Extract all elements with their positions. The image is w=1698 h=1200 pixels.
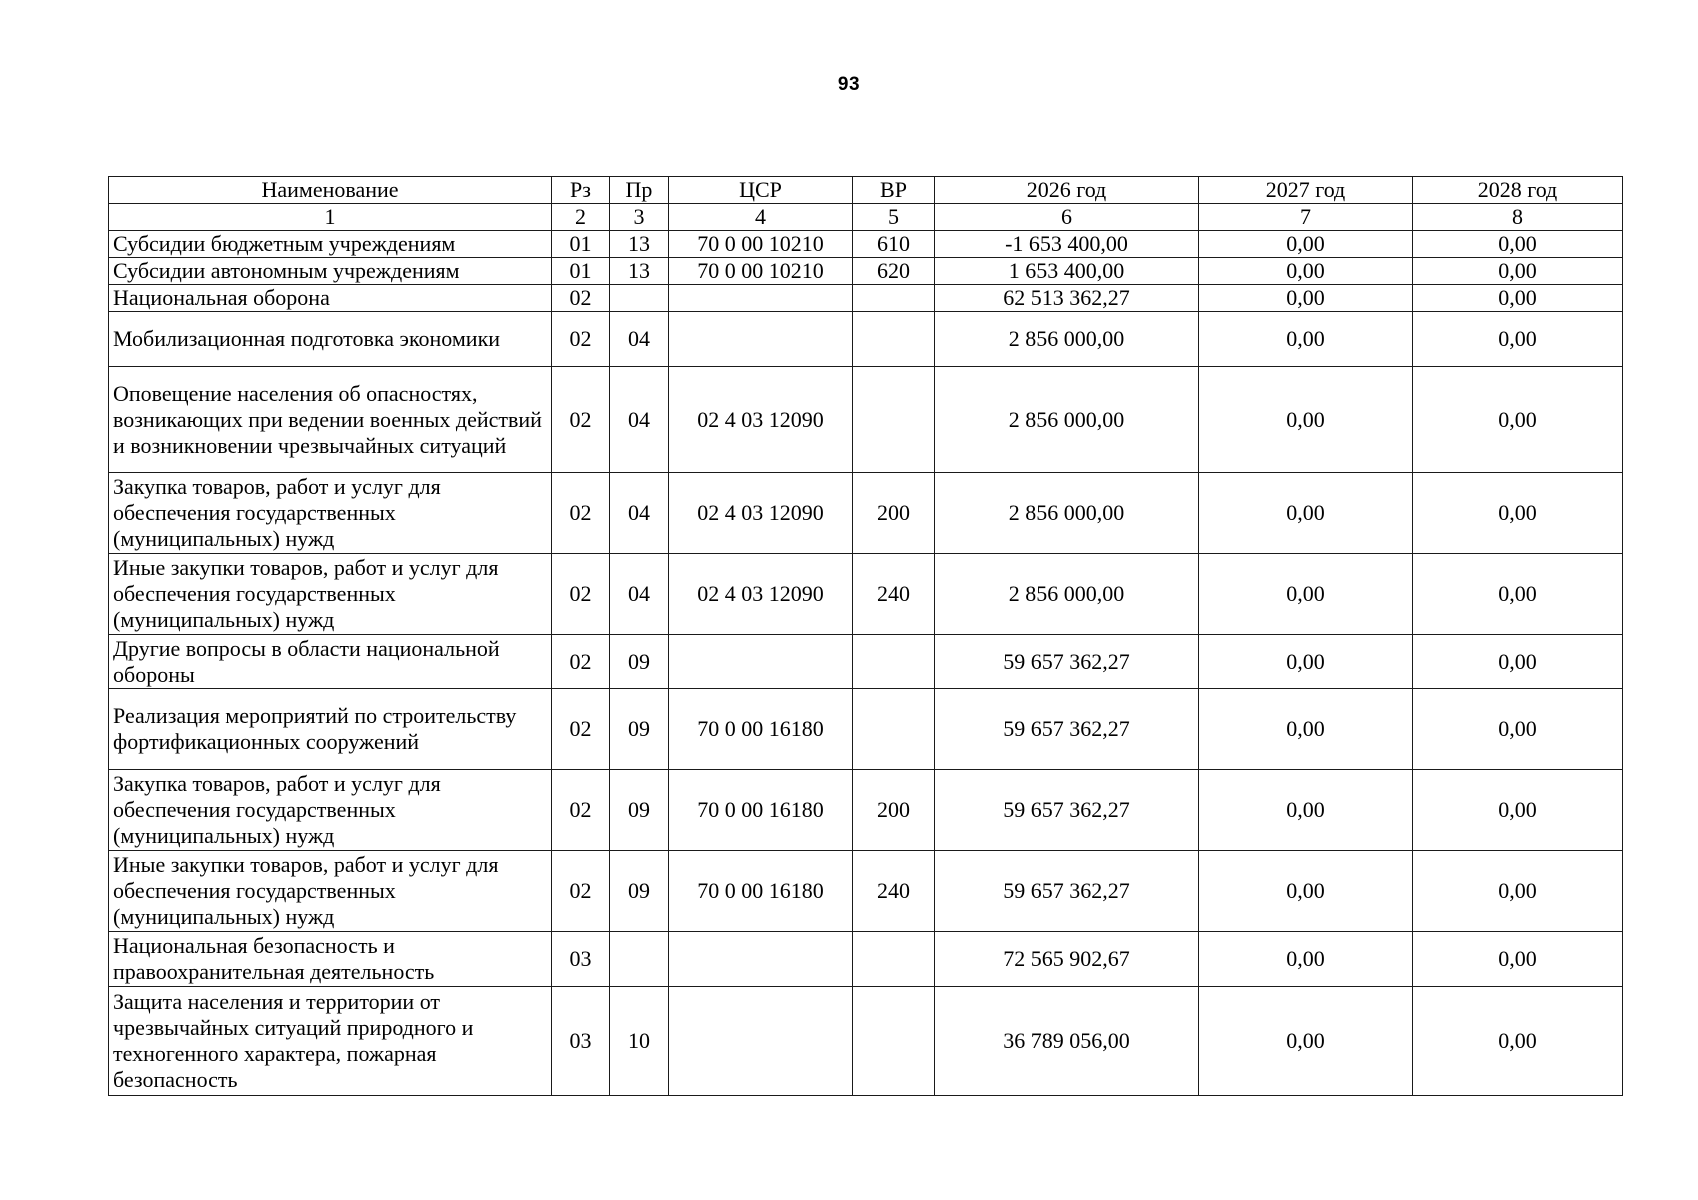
cell-pr: 09 (610, 635, 669, 689)
cell-name: Национальная безопасность и правоохранительная деятельность (109, 932, 552, 987)
column-number: 8 (1413, 204, 1623, 231)
column-number: 5 (853, 204, 935, 231)
column-number: 6 (935, 204, 1199, 231)
column-number: 1 (109, 204, 552, 231)
cell-pr: 09 (610, 851, 669, 932)
cell-pr: 09 (610, 689, 669, 770)
cell-2027: 0,00 (1199, 770, 1413, 851)
cell-csr: 02 4 03 12090 (669, 367, 853, 473)
cell-vr: 200 (853, 473, 935, 554)
cell-vr: 240 (853, 851, 935, 932)
table-row (109, 770, 1623, 851)
cell-name: Реализация мероприятий по строительству фортификационных сооружений (109, 689, 552, 770)
cell-vr (853, 312, 935, 367)
cell-rz: 02 (552, 770, 610, 851)
cell-2028: 0,00 (1413, 554, 1623, 635)
cell-2028: 0,00 (1413, 635, 1623, 689)
cell-vr (853, 987, 935, 1096)
cell-name: Иные закупки товаров, работ и услуг для обеспечения государственных (муниципальных) нужд (109, 554, 552, 635)
table-header (109, 177, 1623, 231)
cell-2028: 0,00 (1413, 689, 1623, 770)
cell-2028: 0,00 (1413, 770, 1623, 851)
cell-rz: 01 (552, 258, 610, 285)
cell-pr: 04 (610, 367, 669, 473)
cell-csr: 70 0 00 16180 (669, 770, 853, 851)
cell-2026: 2 856 000,00 (935, 473, 1199, 554)
cell-csr: 02 4 03 12090 (669, 473, 853, 554)
cell-2026: 2 856 000,00 (935, 312, 1199, 367)
header-rz: Рз (552, 177, 610, 204)
cell-2028: 0,00 (1413, 312, 1623, 367)
cell-rz: 03 (552, 932, 610, 987)
cell-pr: 04 (610, 312, 669, 367)
table-row (109, 987, 1623, 1096)
cell-rz: 02 (552, 367, 610, 473)
cell-pr: 10 (610, 987, 669, 1096)
cell-2026: 59 657 362,27 (935, 635, 1199, 689)
cell-2027: 0,00 (1199, 285, 1413, 312)
cell-csr (669, 987, 853, 1096)
column-number: 3 (610, 204, 669, 231)
cell-2026: 2 856 000,00 (935, 367, 1199, 473)
header-pr: Пр (610, 177, 669, 204)
cell-csr: 70 0 00 16180 (669, 689, 853, 770)
cell-2027: 0,00 (1199, 231, 1413, 258)
cell-pr: 13 (610, 231, 669, 258)
cell-2026: 62 513 362,27 (935, 285, 1199, 312)
cell-rz: 02 (552, 473, 610, 554)
table-row (109, 635, 1623, 689)
cell-csr: 70 0 00 16180 (669, 851, 853, 932)
table-body (109, 231, 1623, 1096)
cell-2026: 59 657 362,27 (935, 689, 1199, 770)
table-row (109, 312, 1623, 367)
cell-csr: 70 0 00 10210 (669, 258, 853, 285)
cell-vr: 240 (853, 554, 935, 635)
cell-2027: 0,00 (1199, 987, 1413, 1096)
cell-2026: -1 653 400,00 (935, 231, 1199, 258)
cell-csr (669, 312, 853, 367)
column-number-row (109, 204, 1623, 231)
cell-rz: 02 (552, 635, 610, 689)
cell-2028: 0,00 (1413, 258, 1623, 285)
column-number: 2 (552, 204, 610, 231)
header-2028: 2028 год (1413, 177, 1623, 204)
cell-name: Субсидии автономным учреждениям (109, 258, 552, 285)
cell-2028: 0,00 (1413, 473, 1623, 554)
cell-name: Защита населения и территории от чрезвычайных ситуаций природного и техногенного характера, пожарная безопасность (109, 987, 552, 1096)
cell-rz: 02 (552, 554, 610, 635)
table-row (109, 231, 1623, 258)
cell-pr: 09 (610, 770, 669, 851)
cell-2028: 0,00 (1413, 851, 1623, 932)
cell-name: Закупка товаров, работ и услуг для обеспечения государственных (муниципальных) нужд (109, 770, 552, 851)
cell-rz: 02 (552, 851, 610, 932)
header-2026: 2026 год (935, 177, 1199, 204)
cell-csr (669, 285, 853, 312)
header-csr: ЦСР (669, 177, 853, 204)
cell-vr: 610 (853, 231, 935, 258)
cell-pr: 13 (610, 258, 669, 285)
page-number: 93 (837, 74, 861, 95)
header-name: Наименование (109, 177, 552, 204)
table-row (109, 285, 1623, 312)
cell-pr: 04 (610, 473, 669, 554)
cell-name: Закупка товаров, работ и услуг для обеспечения государственных (муниципальных) нужд (109, 473, 552, 554)
cell-pr (610, 932, 669, 987)
cell-pr: 04 (610, 554, 669, 635)
table-row (109, 258, 1623, 285)
cell-rz: 02 (552, 312, 610, 367)
budget-table (108, 176, 1623, 1096)
cell-2026: 36 789 056,00 (935, 987, 1199, 1096)
cell-name: Другие вопросы в области национальной обороны (109, 635, 552, 689)
cell-pr (610, 285, 669, 312)
table-row (109, 367, 1623, 473)
cell-2027: 0,00 (1199, 473, 1413, 554)
cell-rz: 01 (552, 231, 610, 258)
cell-2027: 0,00 (1199, 932, 1413, 987)
table-row (109, 932, 1623, 987)
table-row (109, 473, 1623, 554)
cell-vr: 200 (853, 770, 935, 851)
cell-2027: 0,00 (1199, 689, 1413, 770)
cell-rz: 02 (552, 689, 610, 770)
header-2027: 2027 год (1199, 177, 1413, 204)
cell-rz: 02 (552, 285, 610, 312)
header-vr: ВР (853, 177, 935, 204)
cell-2026: 1 653 400,00 (935, 258, 1199, 285)
cell-csr: 70 0 00 10210 (669, 231, 853, 258)
cell-2028: 0,00 (1413, 932, 1623, 987)
cell-vr: 620 (853, 258, 935, 285)
cell-name: Национальная оборона (109, 285, 552, 312)
cell-2027: 0,00 (1199, 367, 1413, 473)
cell-name: Иные закупки товаров, работ и услуг для обеспечения государственных (муниципальных) нужд (109, 851, 552, 932)
column-number: 7 (1199, 204, 1413, 231)
cell-2027: 0,00 (1199, 312, 1413, 367)
cell-name: Оповещение населения об опасностях, возникающих при ведении военных действий и возникновении чрезвычайных ситуаций (109, 367, 552, 473)
cell-csr (669, 635, 853, 689)
cell-2026: 72 565 902,67 (935, 932, 1199, 987)
cell-name: Мобилизационная подготовка экономики (109, 312, 552, 367)
cell-2028: 0,00 (1413, 367, 1623, 473)
table-row (109, 689, 1623, 770)
cell-vr (853, 367, 935, 473)
column-number: 4 (669, 204, 853, 231)
cell-csr: 02 4 03 12090 (669, 554, 853, 635)
cell-2027: 0,00 (1199, 258, 1413, 285)
table-row (109, 851, 1623, 932)
cell-2027: 0,00 (1199, 851, 1413, 932)
cell-2028: 0,00 (1413, 987, 1623, 1096)
cell-vr (853, 932, 935, 987)
cell-csr (669, 932, 853, 987)
cell-2026: 59 657 362,27 (935, 851, 1199, 932)
cell-vr (853, 689, 935, 770)
cell-vr (853, 285, 935, 312)
cell-2027: 0,00 (1199, 554, 1413, 635)
cell-2028: 0,00 (1413, 285, 1623, 312)
table-row (109, 554, 1623, 635)
cell-2026: 59 657 362,27 (935, 770, 1199, 851)
cell-2028: 0,00 (1413, 231, 1623, 258)
cell-rz: 03 (552, 987, 610, 1096)
cell-vr (853, 635, 935, 689)
cell-2026: 2 856 000,00 (935, 554, 1199, 635)
header-row (109, 177, 1623, 204)
cell-2027: 0,00 (1199, 635, 1413, 689)
cell-name: Субсидии бюджетным учреждениям (109, 231, 552, 258)
